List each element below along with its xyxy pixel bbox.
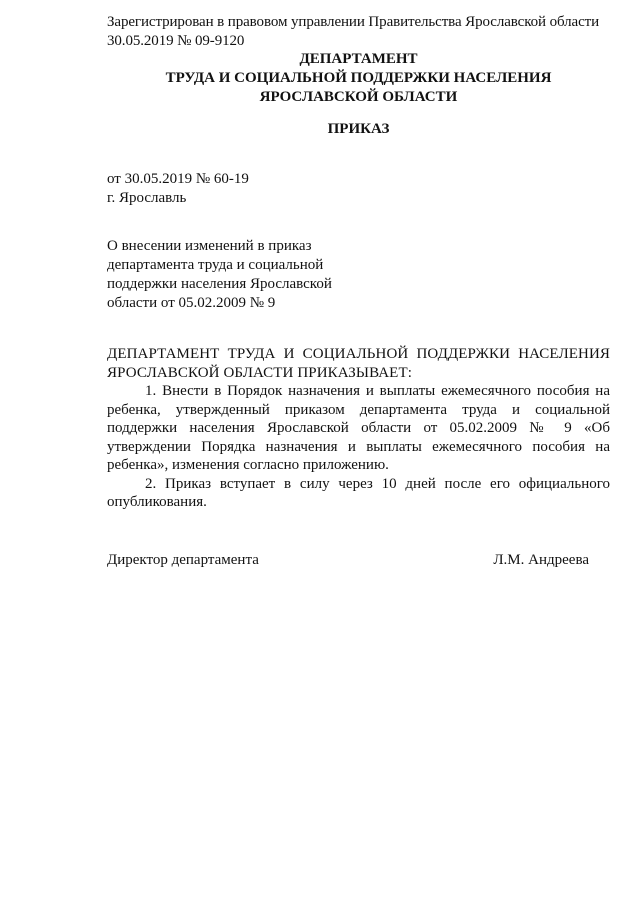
subject-line-4: области от 05.02.2009 № 9 (107, 295, 276, 311)
order-subject (107, 237, 367, 313)
order-meta (107, 170, 249, 208)
order-city: г. Ярославль (107, 190, 187, 206)
subject-line-2: департамента труда и социальной (107, 257, 324, 273)
header-line-2: ТРУДА И СОЦИАЛЬНОЙ ПОДДЕРЖКИ НАСЕЛЕНИЯ (165, 70, 552, 86)
order-title: ПРИКАЗ (327, 121, 390, 137)
registration-line-2: 30.05.2019 № 09-9120 (107, 33, 245, 49)
order-paragraph-2: 2. Приказ вступает в силу через 10 дней после его официального опубликования. (107, 475, 610, 510)
order-date-number: от 30.05.2019 № 60-19 (107, 171, 249, 187)
subject-line-3: поддержки населения Ярославской (107, 276, 332, 292)
header-line-3: ЯРОСЛАВСКОЙ ОБЛАСТИ (259, 89, 458, 105)
signature-block (107, 552, 589, 569)
subject-line-1: О внесении изменений в приказ (107, 238, 312, 254)
order-preamble: ДЕПАРТАМЕНТ ТРУДА И СОЦИАЛЬНОЙ ПОДДЕРЖКИ НАСЕЛЕНИЯ ЯРОСЛАВСКОЙ ОБЛАСТИ ПРИКАЗЫВАЕТ: (107, 346, 610, 381)
signature-position: Директор департамента (107, 552, 259, 568)
department-header (107, 50, 610, 107)
order-body (107, 345, 610, 512)
header-line-1: ДЕПАРТАМЕНТ (299, 51, 418, 67)
order-paragraph-1: 1. Внести в Порядок назначения и выплаты ежемесячного пособия на ребенка, утвержденный приказом департамента труда и социальной поддержки населения Ярославской области от 05.02.2009 № 9 «Об утверждении Порядка назначения и выплаты ежемесячного пособия на ребенка», изменения согласно приложению. (107, 383, 610, 473)
registration-note (107, 13, 617, 51)
signature-name: Л.М. Андреева (493, 552, 589, 568)
registration-line-1: Зарегистрирован в правовом управлении Правительства Ярославской области (107, 14, 600, 30)
